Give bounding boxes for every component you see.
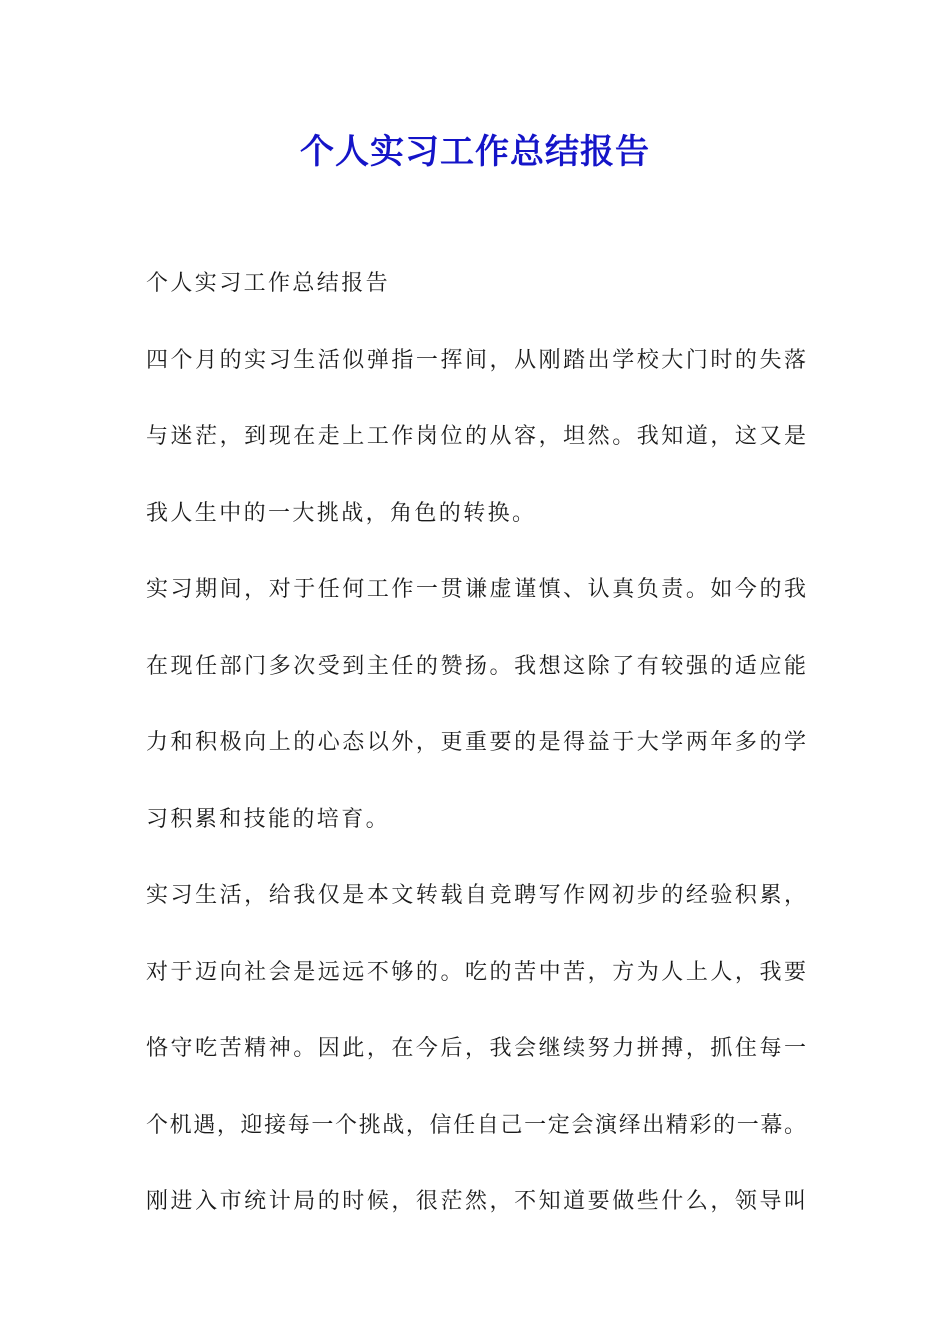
text-line: 实习期间，对于任何工作一贯谦虚谨慎、认真负责。如今的我 xyxy=(146,577,806,602)
text-line: 力和积极向上的心态以外，更重要的是得益于大学两年多的学 xyxy=(146,730,806,755)
text-line: 实习生活，给我仅是本文转载自竞聘写作网初步的经验积累， xyxy=(146,883,806,908)
text-line: 对于迈向社会是远远不够的。吃的苦中苦，方为人上人，我要 xyxy=(146,959,806,985)
text-line: 我人生中的一大挑战，角色的转换。 xyxy=(146,500,537,526)
document-title: 个人实习工作总结报告 xyxy=(300,132,650,172)
text-line: 恪守吃苦精神。因此，在今后，我会继续努力拼搏，抓住每一 xyxy=(146,1036,806,1061)
text-line: 与迷茫，到现在走上工作岗位的从容，坦然。我知道，这又是 xyxy=(146,424,806,449)
text-line: 习积累和技能的培育。 xyxy=(146,806,391,832)
text-line: 在现任部门多次受到主任的赞扬。我想这除了有较强的适应能 xyxy=(146,653,806,679)
text-line: 刚进入市统计局的时候，很茫然，不知道要做些什么，领导叫 xyxy=(146,1189,806,1214)
text-line: 个机遇，迎接每一个挑战，信任自己一定会演绎出精彩的一幕。 xyxy=(146,1112,806,1138)
text-line: 个人实习工作总结报告 xyxy=(146,271,391,296)
text-line: 四个月的实习生活似弹指一挥间，从刚踏出学校大门时的失落 xyxy=(146,347,806,373)
document-body xyxy=(146,262,806,1257)
